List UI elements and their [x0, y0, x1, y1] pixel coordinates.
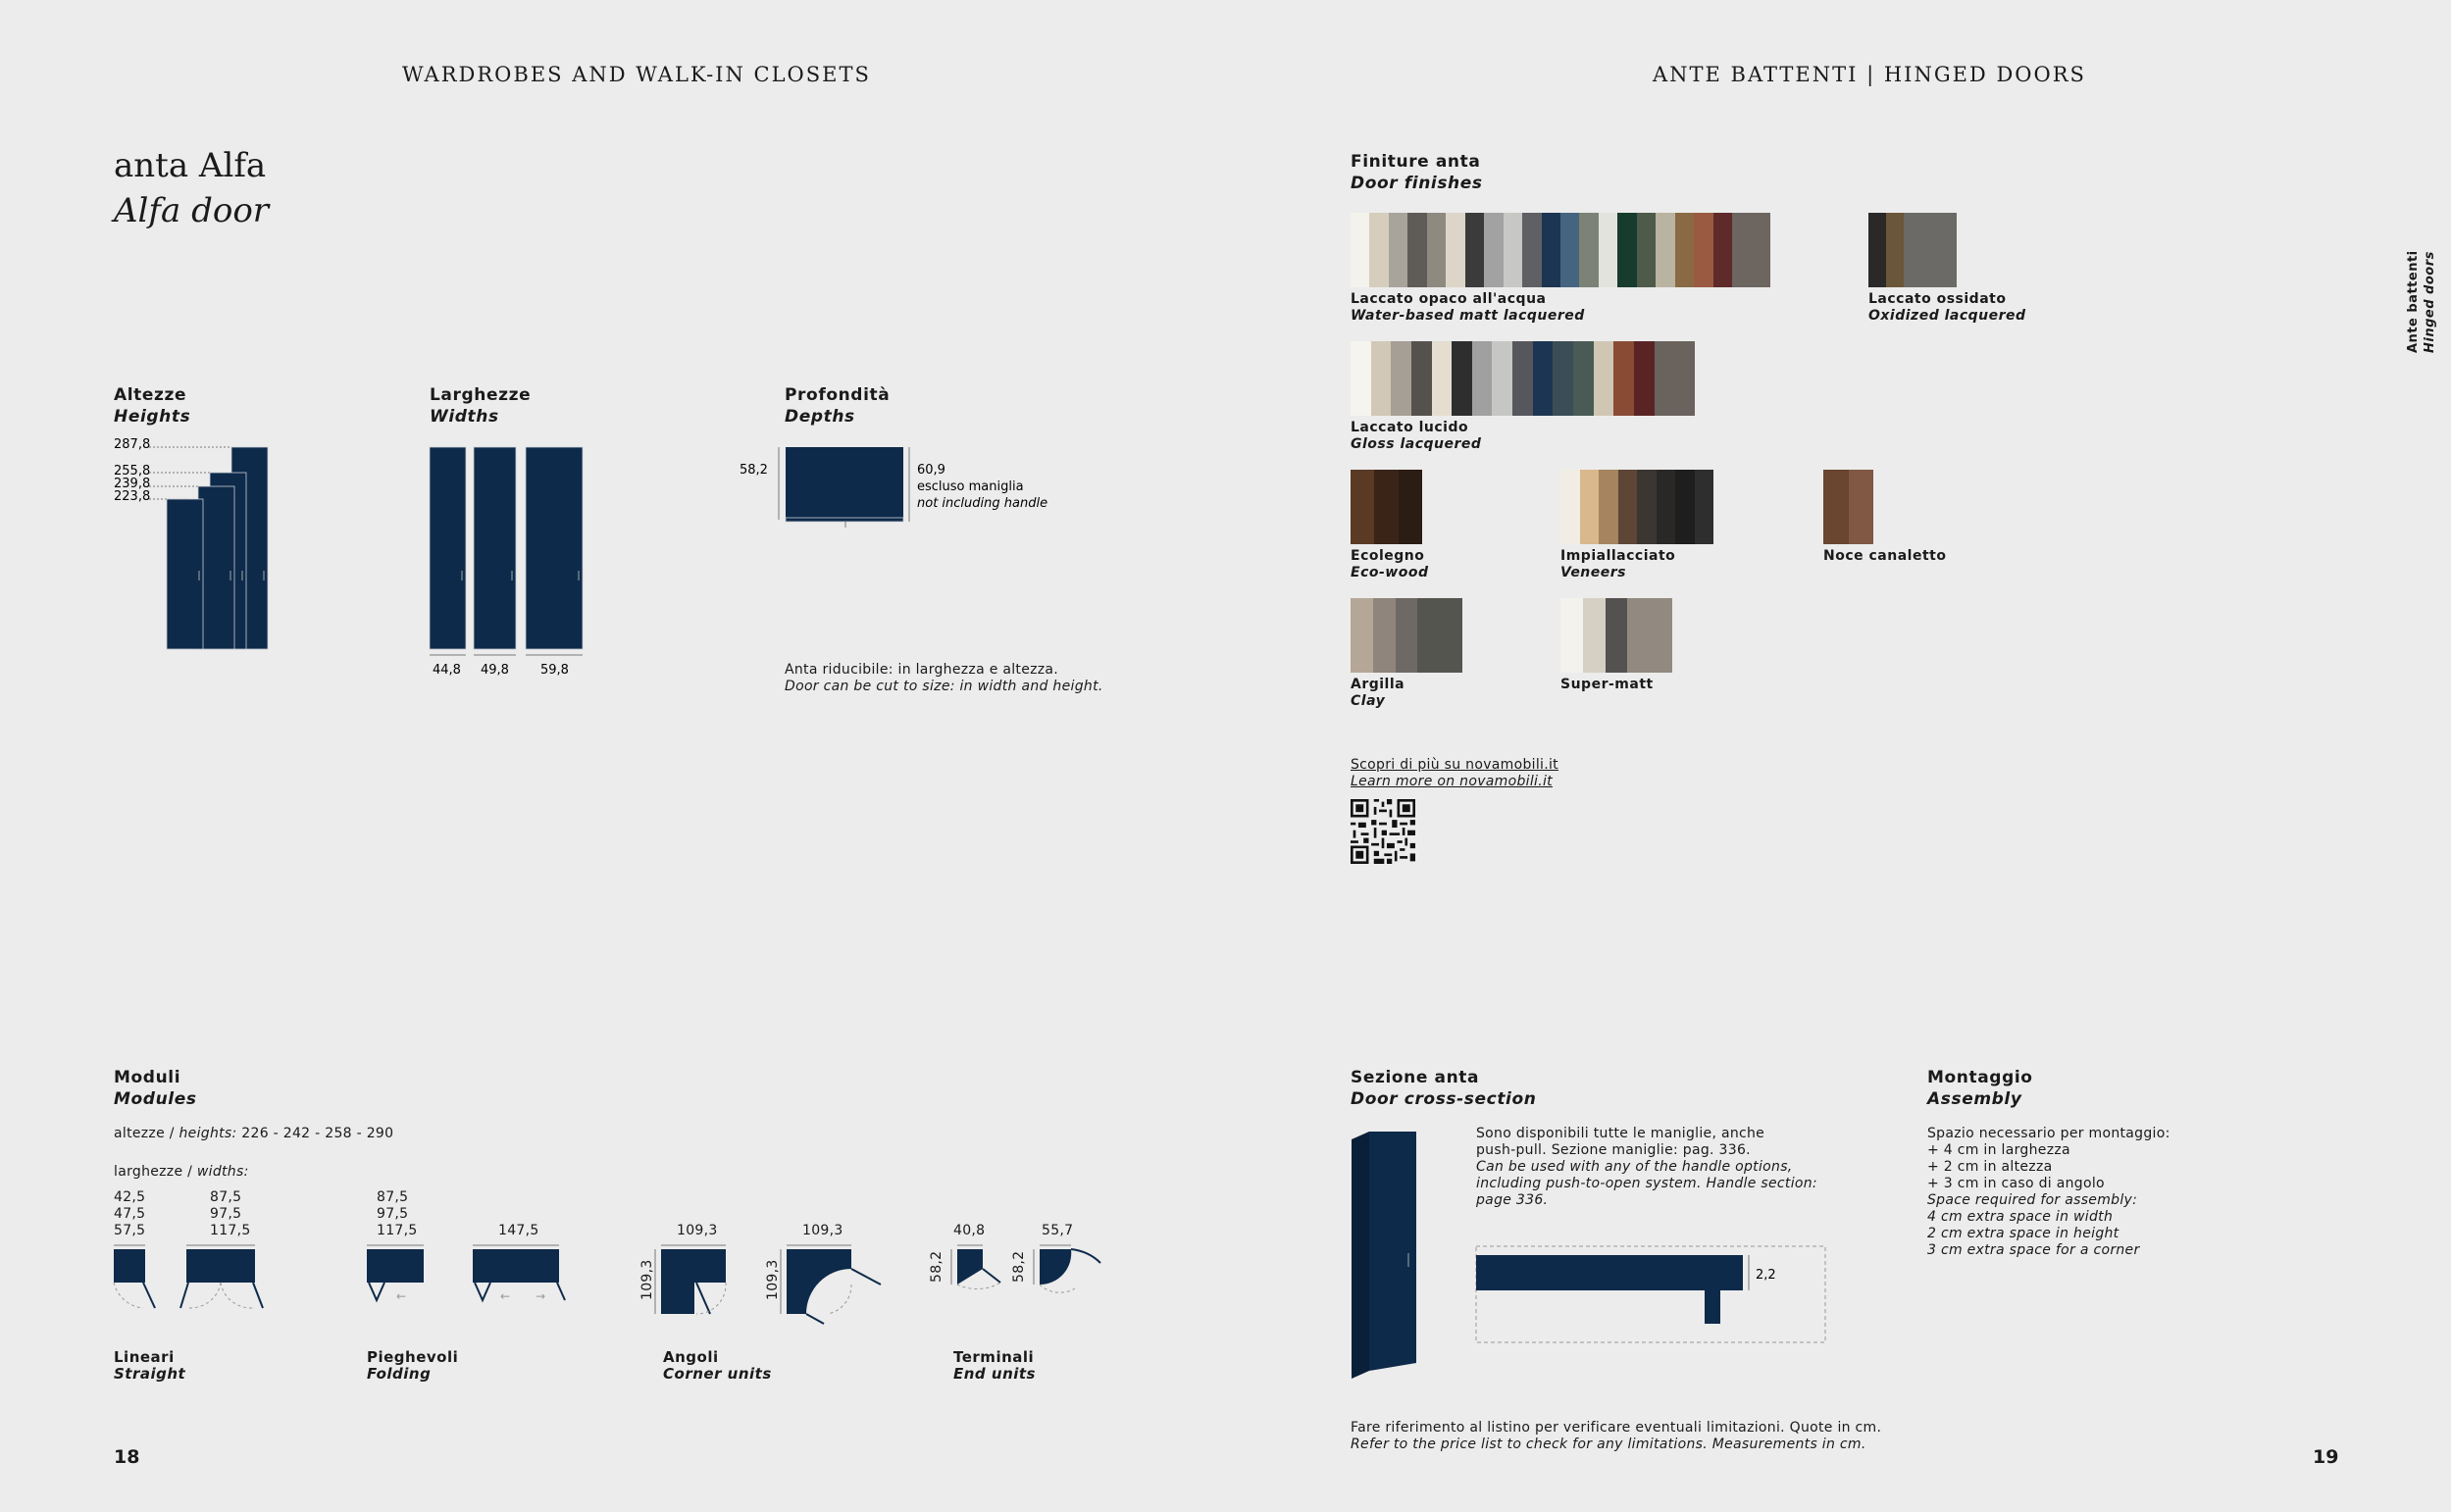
- svg-text:←: ←: [396, 1289, 407, 1303]
- depth-right-label: 60,9: [917, 463, 945, 478]
- learn-more-link[interactable]: Scopri di più su novamobili.it Learn more on novamobili.it: [1351, 757, 1558, 789]
- color-swatch: [1618, 470, 1638, 544]
- matt-swatches: [1351, 213, 1770, 287]
- color-swatch: [1351, 470, 1374, 544]
- color-swatch: [1440, 598, 1462, 673]
- depth-left-label: 58,2: [740, 463, 768, 478]
- corner-width-1: 109,3: [677, 1223, 718, 1238]
- color-swatch: [1553, 341, 1573, 416]
- ecowood-swatches: [1351, 470, 1422, 544]
- folding-widths-col1: 87,5 97,5 117,5: [377, 1189, 418, 1238]
- walnut-finish-group: [1823, 470, 1946, 565]
- color-swatch: [1465, 213, 1484, 287]
- color-swatch: [1675, 213, 1694, 287]
- color-swatch: [1371, 341, 1392, 416]
- color-swatch: [1627, 598, 1650, 673]
- corner-label: Angoli Corner units: [663, 1348, 772, 1383]
- color-swatch: [1432, 341, 1453, 416]
- end-units-label: Terminali End units: [953, 1348, 1036, 1383]
- depths-label: Profondità Depths: [785, 385, 891, 427]
- depths-diagram: [736, 441, 1069, 539]
- svg-text:←: ←: [500, 1289, 511, 1303]
- oxidized-swatches: [1868, 213, 1957, 287]
- color-swatch: [1446, 213, 1464, 287]
- color-swatch: [1411, 341, 1432, 416]
- color-swatch: [1583, 598, 1606, 673]
- color-swatch: [1655, 341, 1675, 416]
- gloss-label: Laccato lucido: [1351, 420, 1469, 435]
- corner-depth-1: 109,3: [639, 1259, 655, 1300]
- color-swatch: [1599, 213, 1617, 287]
- heights-label: Altezze Heights: [114, 385, 191, 427]
- color-swatch: [1617, 213, 1636, 287]
- matt-finish-group: Laccato opaco all'acqua Water-based matt lacquered: [1351, 213, 1770, 325]
- oxidized-finish-group: Laccato ossidato Oxidized lacquered: [1868, 213, 2026, 325]
- color-swatch: [1921, 213, 1939, 287]
- supermatt-label: Super-matt: [1560, 677, 1654, 692]
- color-swatch: [1849, 470, 1874, 544]
- color-swatch: [1373, 598, 1396, 673]
- color-swatch: [1560, 598, 1583, 673]
- qr-code-icon[interactable]: [1351, 799, 1415, 864]
- color-swatch: [1579, 213, 1598, 287]
- width-label: 49,8: [481, 663, 509, 678]
- width-label: 44,8: [433, 663, 461, 678]
- widths-label: Larghezze Widths: [430, 385, 532, 427]
- width-label: 59,8: [540, 663, 569, 678]
- color-swatch: [1823, 470, 1849, 544]
- height-label: 223,8: [114, 489, 151, 504]
- folding-label: Pieghevoli Folding: [367, 1348, 459, 1383]
- height-label: 287,8: [114, 437, 151, 452]
- assembly-label: Montaggio Assembly: [1927, 1068, 2033, 1109]
- color-swatch: [1599, 470, 1618, 544]
- color-swatch: [1522, 213, 1541, 287]
- walnut-swatches: [1823, 470, 1873, 544]
- gloss-swatches: [1351, 341, 1695, 416]
- color-swatch: [1351, 341, 1371, 416]
- footer-note: Fare riferimento al listino per verificare eventuali limitazioni. Quote in cm. Refer to the price list to check for any limitations. Measurements in cm.: [1351, 1420, 1882, 1452]
- color-swatch: [1573, 341, 1594, 416]
- right-running-header: ANTE BATTENTI | HINGED DOORS: [1653, 63, 2086, 86]
- color-swatch: [1351, 598, 1373, 673]
- color-swatch: [1656, 213, 1674, 287]
- color-swatch: [1694, 213, 1712, 287]
- straight-widths-col1: 42,5 47,5 57,5: [114, 1189, 146, 1238]
- supermatt-swatches: [1560, 598, 1672, 673]
- widths-diagram: [424, 441, 600, 686]
- height-label: 239,8: [114, 477, 151, 491]
- section-diagram: [1471, 1243, 1834, 1347]
- corner-width-2: 109,3: [802, 1223, 843, 1238]
- color-swatch: [1399, 470, 1422, 544]
- color-swatch: [1542, 213, 1560, 287]
- color-swatch: [1868, 213, 1886, 287]
- veneers-finish-group: Impiallacciato Veneers: [1560, 470, 1713, 581]
- color-swatch: [1675, 470, 1695, 544]
- supermatt-finish-group: [1560, 598, 1672, 693]
- page-title: anta Alfa Alfa door: [114, 146, 270, 230]
- color-swatch: [1560, 470, 1580, 544]
- left-running-header: WARDROBES AND WALK-IN CLOSETS: [402, 63, 871, 86]
- color-swatch: [1650, 598, 1672, 673]
- straight-diagram: [110, 1239, 286, 1318]
- color-swatch: [1674, 341, 1695, 416]
- color-swatch: [1396, 598, 1418, 673]
- color-swatch: [1512, 341, 1533, 416]
- color-swatch: [1391, 341, 1411, 416]
- end-depth-2: 58,2: [1011, 1250, 1027, 1283]
- color-swatch: [1484, 213, 1503, 287]
- oxidized-label: Laccato ossidato: [1868, 291, 2007, 307]
- color-swatch: [1407, 213, 1426, 287]
- matt-label: Laccato opaco all'acqua: [1351, 291, 1547, 307]
- side-tab: Ante battenti Hinged doors: [2406, 250, 2437, 353]
- ecowood-label: Ecolegno: [1351, 548, 1425, 564]
- color-swatch: [1369, 213, 1388, 287]
- color-swatch: [1732, 213, 1751, 287]
- end-depth-1: 58,2: [929, 1250, 945, 1283]
- gloss-finish-group: Laccato lucido Gloss lacquered: [1351, 341, 1695, 453]
- corner-depth-2: 109,3: [765, 1259, 781, 1300]
- clay-swatches: [1351, 598, 1462, 673]
- straight-label: Lineari Straight: [114, 1348, 186, 1383]
- ecowood-finish-group: Ecolegno Eco-wood: [1351, 470, 1428, 581]
- section-text: Sono disponibili tutte le maniglie, anche push-pull. Sezione maniglie: pag. 336. Can be used with any of the handle options, including push-to-open system. Handle section: page 336.: [1476, 1126, 1817, 1208]
- end-width-2: 55,7: [1042, 1223, 1074, 1238]
- color-swatch: [1427, 213, 1446, 287]
- door-perspective-icon: [1348, 1128, 1416, 1385]
- color-swatch: [1606, 598, 1628, 673]
- color-swatch: [1452, 341, 1472, 416]
- color-swatch: [1637, 213, 1656, 287]
- page-number-right: 19: [2313, 1446, 2339, 1468]
- straight-widths-col2: 87,5 97,5 117,5: [210, 1189, 251, 1238]
- depth-note-en: not including handle: [917, 496, 1048, 511]
- folding-widths-col2: 147,5: [498, 1223, 539, 1238]
- assembly-text: Spazio necessario per montaggio: + 4 cm in larghezza + 2 cm in altezza + 3 cm in caso di angolo Space required for assembly: 4 cm extra space in width 2 cm extra space in height 3 cm extra space for a corner: [1927, 1126, 2170, 1258]
- depth-note-it: escluso maniglia: [917, 479, 1024, 494]
- veneers-swatches: [1560, 470, 1713, 544]
- modules-label: Moduli Modules: [114, 1068, 197, 1109]
- color-swatch: [1695, 470, 1714, 544]
- color-swatch: [1634, 341, 1655, 416]
- color-swatch: [1939, 213, 1957, 287]
- clay-label: Argilla: [1351, 677, 1405, 692]
- color-swatch: [1492, 341, 1512, 416]
- color-swatch: [1580, 470, 1600, 544]
- color-swatch: [1533, 341, 1554, 416]
- folding-diagram: [363, 1239, 579, 1318]
- svg-text:→: →: [536, 1289, 546, 1303]
- color-swatch: [1594, 341, 1614, 416]
- page-number-left: 18: [114, 1446, 140, 1468]
- section-thickness-label: 2,2: [1756, 1268, 1776, 1283]
- color-swatch: [1752, 213, 1770, 287]
- color-swatch: [1389, 213, 1407, 287]
- color-swatch: [1713, 213, 1732, 287]
- heights-diagram: [110, 431, 286, 657]
- height-label: 255,8: [114, 464, 151, 479]
- color-swatch: [1374, 470, 1398, 544]
- section-label: Sezione anta Door cross-section: [1351, 1068, 1537, 1109]
- color-swatch: [1351, 213, 1369, 287]
- modules-widths-line: larghezze / widths:: [114, 1164, 249, 1180]
- color-swatch: [1657, 470, 1676, 544]
- color-swatch: [1904, 213, 1921, 287]
- modules-heights-line: altezze / heights: 226 - 242 - 258 - 290: [114, 1126, 394, 1141]
- clay-finish-group: Argilla Clay: [1351, 598, 1462, 710]
- color-swatch: [1886, 213, 1904, 287]
- reducible-note: Anta riducibile: in larghezza e altezza. Door can be cut to size: in width and height.: [785, 662, 1103, 694]
- color-swatch: [1472, 341, 1493, 416]
- finishes-label: Finiture anta Door finishes: [1351, 152, 1483, 193]
- end-width-1: 40,8: [953, 1223, 986, 1238]
- color-swatch: [1504, 213, 1522, 287]
- color-swatch: [1613, 341, 1634, 416]
- corner-diagram: [634, 1239, 889, 1328]
- veneers-label: Impiallacciato: [1560, 548, 1676, 564]
- walnut-label: Noce canaletto: [1823, 548, 1947, 564]
- color-swatch: [1560, 213, 1579, 287]
- color-swatch: [1637, 470, 1657, 544]
- color-swatch: [1417, 598, 1440, 673]
